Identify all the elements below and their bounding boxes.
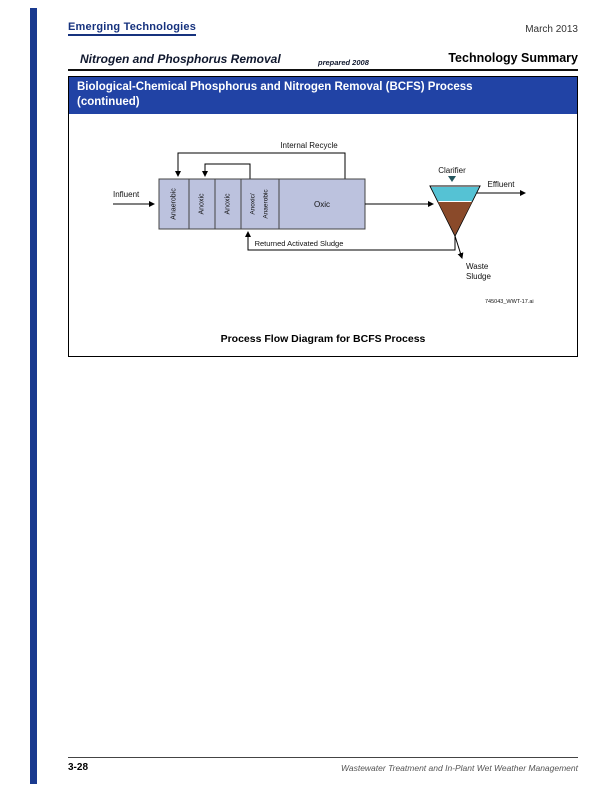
content-box [68,76,578,357]
waste-sludge-label-line1: Waste [466,262,489,271]
internal-recycle-outer-arrow [178,153,345,179]
waste-sludge-label-line2: Sludge [466,272,491,281]
cell-label-anaerobic: Anaerobic [170,188,178,220]
influent-label: Influent [113,190,140,199]
cell-label-oxic: Oxic [314,200,330,209]
document-title: Nitrogen and Phosphorus Removal [80,52,281,66]
section-title-bar [69,77,577,114]
prepared-note: prepared 2008 [318,58,369,67]
internal-recycle-label: Internal Recycle [280,141,338,150]
page-number: 3-28 [68,762,89,773]
clarifier-sludge-layer [438,202,472,235]
diagram-file-reference: 745043_WWT-17.ai [485,299,534,305]
cell-label-anoxic-anaerobic-line2: Anaerobic [262,189,270,219]
cell-label-anoxic-1: Anoxic [198,193,206,215]
figure-caption: Process Flow Diagram for BCFS Process [220,333,426,345]
clarifier-label: Clarifier [438,166,466,175]
header-date: March 2013 [525,24,578,35]
section-title-line2: (continued) [77,96,140,108]
header-brand: Emerging Technologies [68,21,196,36]
water-surface-icon [448,176,456,182]
technology-summary-label: Technology Summary [448,51,578,65]
footer-rule [68,757,578,758]
cell-label-anoxic-anaerobic-line1: Anoxic/ [249,193,257,215]
effluent-label: Effluent [487,180,515,189]
cell-label-anoxic-2: Anoxic [224,193,232,215]
footer-text: Wastewater Treatment and In-Plant Wet Weather Management [340,763,578,773]
basin-cell-anoxic-anaerobic [241,179,279,229]
left-accent-bar [30,8,37,784]
returned-activated-sludge-label: Returned Activated Sludge [254,239,344,248]
header-rule [68,69,578,71]
process-flow-diagram [69,117,577,317]
waste-sludge-arrow [455,236,462,258]
section-title-line1: Biological-Chemical Phosphorus and Nitrogen Removal (BCFS) Process [77,81,473,93]
internal-recycle-inner-arrow [205,164,250,179]
clarifier-water-layer [431,187,479,201]
